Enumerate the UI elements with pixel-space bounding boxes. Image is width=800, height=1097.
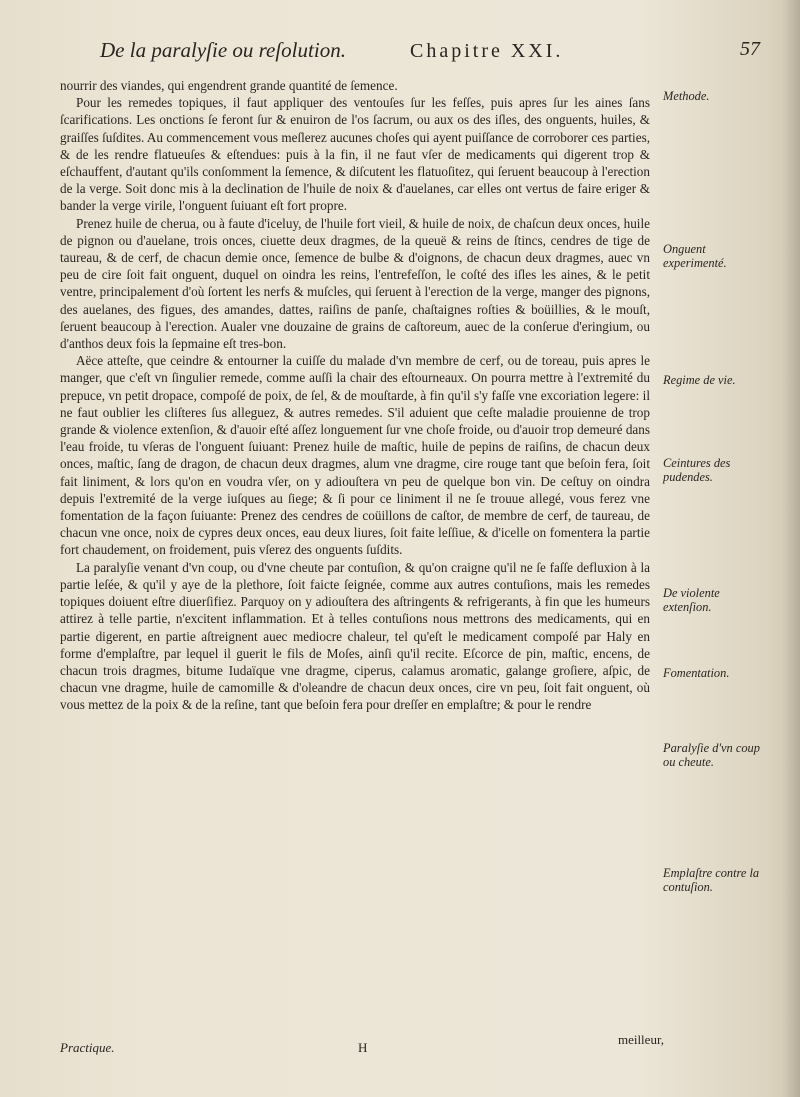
catchword: meilleur, xyxy=(617,1032,664,1047)
margin-note-emplastre: Emplaſtre contre la contuſion. xyxy=(663,866,760,894)
paragraph: nourrir des viandes, qui engendrent grande quantité de ſemence. xyxy=(60,78,398,93)
margin-note-ceintures: Ceintures des pudendes. xyxy=(663,456,731,484)
page-edge-shadow xyxy=(782,0,800,1097)
page-header xyxy=(100,38,760,74)
signature-left: Practique. xyxy=(60,1040,115,1055)
signature-mark: H xyxy=(358,1040,368,1055)
page-footer xyxy=(60,1032,664,1062)
margin-note-paralysie: Paralyſie d'vn coup ou cheute. xyxy=(663,741,760,769)
body-text xyxy=(60,77,650,714)
margin-note-extension: De violente extenſion. xyxy=(663,586,720,614)
page-number: 57 xyxy=(740,38,760,60)
margin-note-onguent: Onguent experimenté. xyxy=(663,242,727,270)
paragraph: Prenez huile de cherua, ou à faute d'iceluy, de l'huile fort vieil, & huile de noix, de chaſcun deux onces, huile de pignon ou d'auelane, trois onces, ciuette deux dragmes, de la queuë & reins de ſtincs, cendres de tige de taureau, & de cerf, de chacun demie once, ſemence de bulbe & d'oignons, de chacun deux dragmes, auec vn peu de cire ſoit fait onguent, duquel on oindra les reins, l'entrefeſſon, le coſté des iſles les aines, & le petit ventre, principalement d'où ſortent les nerfs & muſcles, qui ſeruent à l'erection de la verge, manger des pignons, des auelanes, des figues, des amandes, dattes, raiſins de panſe, chaſtaignes roſties & boüillies, & le mouſt, ſeruent beaucoup à l'erection. Aualer vne douzaine de grains de caſtoreum, auec de la conſerue d'eringium, ou d'anthos deux fois la ſepmaine eſt tres-bon. xyxy=(60,215,650,352)
paragraph: Pour les remedes topiques, il faut appliquer des ventouſes ſur les feſſes, puis apres ſur les aines ſans ſcarifications. Les onctions ſe feront ſur & enuiron de l'os ſacrum, ou aux os des iſles, des onguents, huiles, & graiſſes ſuſdites. Au commencement vous meſlerez aucunes choſes qui ayent puiſſance de corroborer ces parties, & de les rendre flatueuſes & eſtendues: puis à la fin, il ne faut vſer de medicaments qui digerent trop & eſchauffent, d'autant qu'ils conſomment la ſemence, & diſcutent les flatuoſitez, qui ſeruent beaucoup à l'erection de la verge. Soit donc mis à la declination de l'huile de noix & d'auelanes, car elles ont vertus de faire eriger & bander la verge virile, l'onguent ſuiuant eſt fort propre. xyxy=(60,95,650,214)
chapter-heading: Chapitre XXI. xyxy=(410,40,564,62)
margin-note-regime: Regime de vie. xyxy=(663,373,736,387)
paragraph: Aëce atteſte, que ceindre & entourner la cuiſſe du malade d'vn membre de cerf, ou de toreau, puis apres le manger, que c'eſt vn ſingulier remede, comme auſſi la chair des eſtourneaux. On pourra mettre à l'extremité du prepuce, vn petit dropace, compoſé de poix, de ſel, & de mouſtarde, à fin qu'il s'y faſſe vne excoriation legere: il ne faut oublier les cliſteres ſus alleguez, & autres remedes. S'il aduient que ceſte maladie prouienne de trop grande & violence extenſion, & d'auoir eſté aſſez longuement ſur vne choſe froide, ou d'auoir trop demeuré dans l'eau froide, tu vſeras de l'onguent ſuiuant: Prenez huile de maſtic, huile de pepins de raiſins, de chacun deux onces, maſtic, ſang de dragon, de chacun deux dragmes, alum vne dragme, cire rouge tant que beſoin fera, ſoit fait liniment, & lors qu'on en voudra vſer, on y adiouſtera vn peu de quelque bon vin. De ceſtuy on oindra depuis l'extremité de la verge iuſques au ſiege; & ſi pour ce liniment il ne ſe trouue allegé, vous ferez vne fomentation de la façon ſuiuante: Prenez des cendres de coüillons de caſtor, de membre de cerf, de taureau, de chacun vne once, noix de cypres deux onces, eau deux liures, ſoit faite leſſiue, & d'icelle on fomentera la partie fort chaudement, on froidement, puis vſerez des onguents ſuſdits. xyxy=(60,353,650,558)
margin-note-fomentation: Fomentation. xyxy=(663,666,730,680)
margin-note-methode: Methode. xyxy=(663,89,710,103)
paragraph: La paralyſie venant d'vn coup, ou d'vne cheute par contuſion, & qu'on craigne qu'il ne ſe faſſe defluxion à la partie leſée, & qu'il y aye de la plethore, ſoit faicte ſeignée, comme aux autres contuſions, mais les remedes topiques doiuent eſtre diuerſifiez. Parquoy on y adiouſtera des aſtringents & refrigerants, à fin que les humeurs attirez à telle partie, n'excitent inflammation. Et à telles contuſions nous mettrons des medicaments, qui en partie digerent, en partie aſtreignent auec mediocre chaleur, tel qu'eſt le medicament compoſé par Haly en forme d'emplaſtre, par lequel il guerit le fils de Moſes, ainſi qu'il recite. Eſcorce de pin, maſtic, encens, de chacun trois dragmes, bitume Iudaïque vne dragme, ciperus, calamus aromatic, galange groſiere, aſpic, de chacun vne dragme, huile de camomille & d'oleandre de chacun deux onces, cire vn peu, ſoit fait onguent, où vous mettez de la poix & de la reſine, tant que beſoin fera pour dreſſer en emplaſtre; & pour le rendre xyxy=(60,559,650,713)
running-head: De la paralyſie ou reſolution. xyxy=(100,38,346,62)
